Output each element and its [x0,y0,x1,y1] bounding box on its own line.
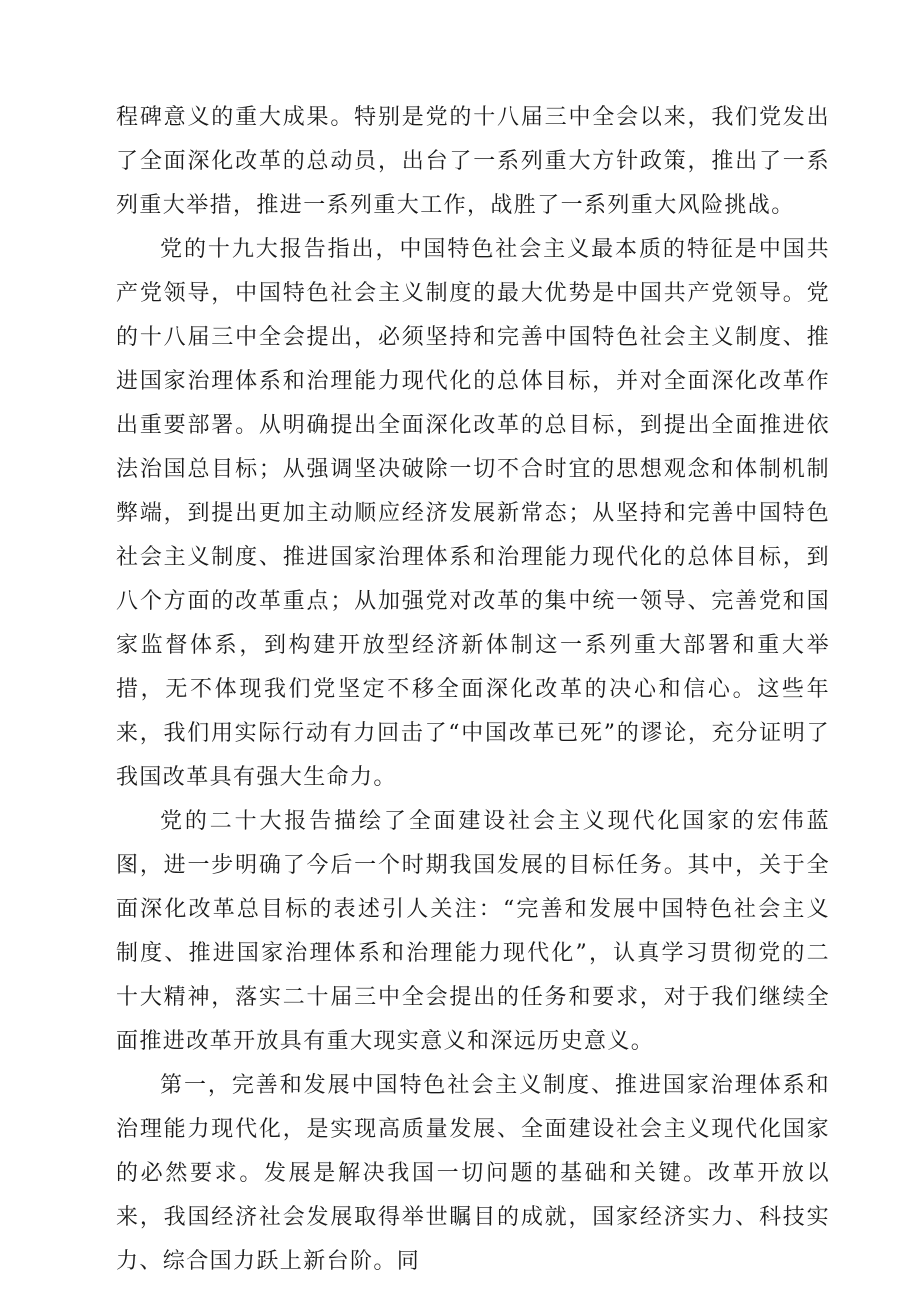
paragraph: 党的十九大报告指出，中国特色社会主义最本质的特征是中国共产党领导，中国特色社会主义制度的最大优势是中国共产党领导。党的十八届三中全会提出，必须坚持和完善中国特色社会主义制度、推进国家治理体系和治理能力现代化的总体目标，并对全面深化改革作出重要部署。从明确提出全面深化改革的总目标，到提出全面推进依法治国总目标；从强调坚决破除一切不合时宜的思想观念和体制机制弊端，到提出更加主动顺应经济发展新常态；从坚持和完善中国特色社会主义制度、推进国家治理体系和治理能力现代化的总体目标，到八个方面的改革重点；从加强党对改革的集中统一领导、完善党和国家监督体系，到构建开放型经济新体制这一系列重大部署和重大举措，无不体现我们党坚定不移全面深化改革的决心和信心。这些年来，我们用实际行动有力回击了“中国改革已死”的谬论，充分证明了我国改革具有强大生命力。 [116,237,830,790]
paragraph: 第一，完善和发展中国特色社会主义制度、推进国家治理体系和治理能力现代化，是实现高质量发展、全面建设社会主义现代化国家的必然要求。发展是解决我国一切问题的基础和关键。改革开放以来，我国经济社会发展取得举世瞩目的成就，国家经济实力、科技实力、综合国力跃上新台阶。同 [116,1073,830,1274]
paragraph: 党的二十大报告描绘了全面建设社会主义现代化国家的宏伟蓝图，进一步明确了今后一个时期我国发展的目标任务。其中，关于全面深化改革总目标的表述引人关注：“完善和发展中国特色社会主义制度、推进国家治理体系和治理能力现代化”，认真学习贯彻党的二十大精神，落实二十届三中全会提出的任务和要求，对于我们继续全面推进改革开放具有重大现实意义和深远历史意义。 [116,809,830,1054]
paragraph-continued: 程碑意义的重大成果。特别是党的十八届三中全会以来，我们党发出了全面深化改革的总动员，出台了一系列重大方针政策，推出了一系列重大举措，推进一系列重大工作，战胜了一系列重大风险挑战。 [116,105,830,218]
